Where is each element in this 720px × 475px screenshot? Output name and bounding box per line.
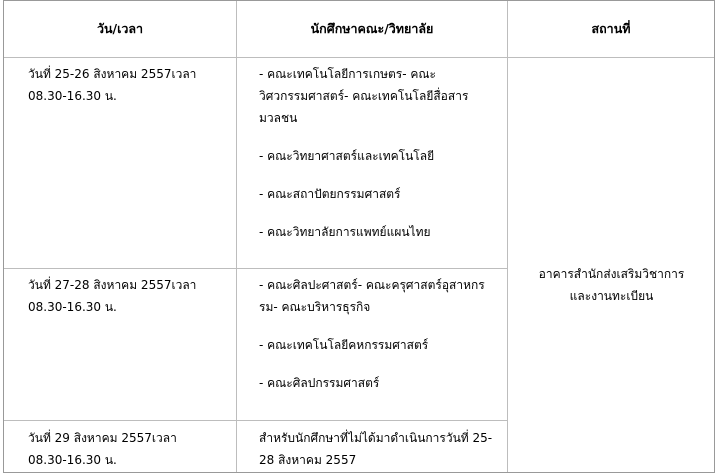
faculty-item: - คณะสถาปัตยกรรมศาสตร์ [259,187,401,201]
date-cell [28,427,232,471]
faculty-cell [259,63,493,243]
row-divider [4,268,507,269]
faculty-cell [259,427,493,471]
time-line: 08.30-16.30 น. [28,89,117,103]
faculty-item: - คณะศิลปกรรมศาสตร์ [259,376,380,390]
header-faculty: นักศึกษาคณะ/วิทยาลัย [310,21,434,36]
header-divider [4,57,714,58]
row-divider [4,420,507,421]
faculty-item: - คณะวิทยาศาสตร์และเทคโนโลยี [259,149,435,163]
faculty-item: สำหรับนักศึกษาที่ไม่ได้มาดำเนินการวันที่ 25-28 สิงหาคม 2557 [259,431,493,467]
column-divider [507,1,508,472]
faculty-item: - คณะเทคโนโลยีการเกษตร- คณะวิศวกรรมศาสตร์- คณะเทคโนโลยีสื่อสารมวลชน [259,67,469,125]
time-line: 08.30-16.30 น. [28,300,117,314]
date-line: วันที่ 25-26 สิงหาคม 2557เวลา [28,67,197,81]
location-line: และงานทะเบียน [569,289,654,303]
faculty-item: - คณะวิทยาลัยการแพทย์แผนไทย [259,225,431,239]
date-line: วันที่ 27-28 สิงหาคม 2557เวลา [28,278,197,292]
faculty-cell [259,274,493,394]
faculty-item: - คณะศิลปะศาสตร์- คณะครุศาสตร์อุสาหกรรม- คณะบริหารธุรกิจ [259,278,485,314]
date-cell [28,63,232,107]
header-location: สถานที่ [591,21,631,36]
time-line: 08.30-16.30 น. [28,453,117,467]
header-date: วัน/เวลา [96,21,144,36]
location-cell [508,263,715,307]
schedule-table [3,0,715,473]
faculty-item: - คณะเทคโนโลยีคหกรรมศาสตร์ [259,338,429,352]
date-line: วันที่ 29 สิงหาคม 2557เวลา [28,431,177,445]
column-divider [236,1,237,472]
location-line: อาคารสำนักส่งเสริมวิชาการ [538,267,685,281]
date-cell [28,274,232,318]
